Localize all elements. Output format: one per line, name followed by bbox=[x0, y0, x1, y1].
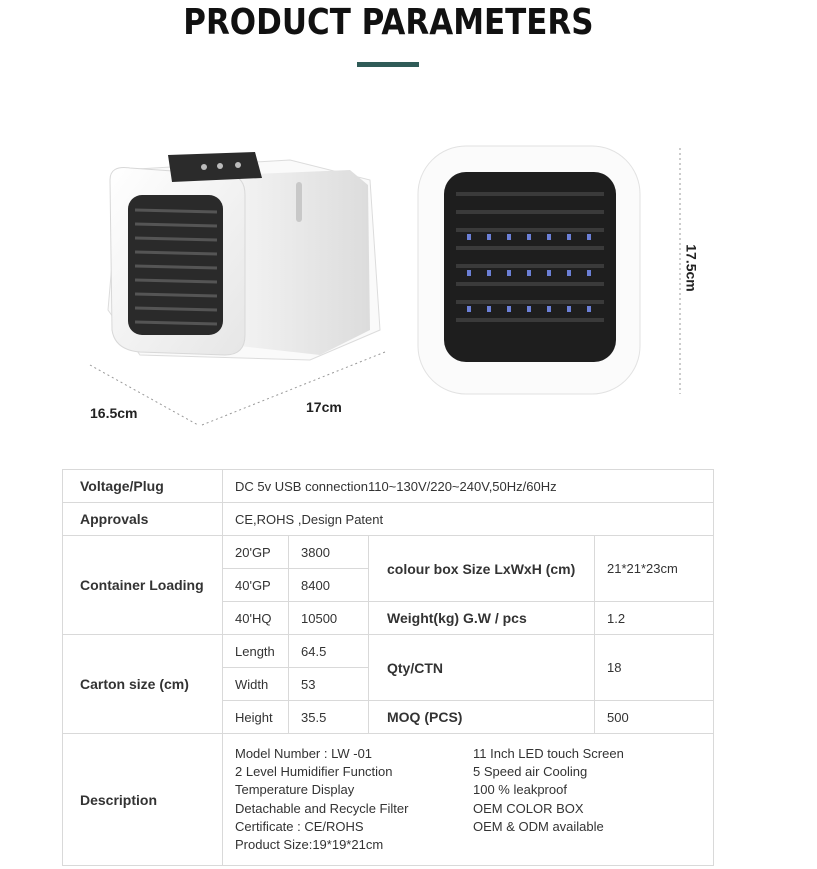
table-row bbox=[63, 503, 714, 536]
carton-dim-value: 64.5 bbox=[289, 635, 369, 668]
approvals-label: Approvals bbox=[63, 503, 223, 536]
colour-box-value: 21*21*23cm bbox=[595, 536, 714, 602]
description-features-right bbox=[473, 745, 624, 854]
carton-dim-name: Width bbox=[223, 668, 289, 701]
table-row bbox=[63, 734, 714, 866]
dimension-height: 17.5cm bbox=[683, 244, 700, 292]
table-row bbox=[63, 536, 714, 569]
feature-line: OEM & ODM available bbox=[473, 818, 604, 834]
container-qty: 3800 bbox=[289, 536, 369, 569]
description-label: Description bbox=[63, 734, 223, 866]
feature-line: 2 Level Humidifier Function bbox=[235, 764, 393, 780]
voltage-label: Voltage/Plug bbox=[63, 470, 223, 503]
description-features-left bbox=[235, 745, 473, 854]
feature-line: Model Number : LW -01 bbox=[235, 745, 373, 761]
product-image-front bbox=[412, 140, 702, 400]
container-qty: 8400 bbox=[289, 569, 369, 602]
weight-value: 1.2 bbox=[595, 602, 714, 635]
feature-line: 11 Inch LED touch Screen bbox=[473, 745, 624, 761]
qty-ctn-value: 18 bbox=[595, 635, 714, 701]
feature-line: Detachable and Recycle Filter bbox=[235, 800, 409, 816]
weight-label: Weight(kg) G.W / pcs bbox=[369, 602, 595, 635]
voltage-value: DC 5v USB connection110~130V/220~240V,50Hz/60Hz bbox=[223, 470, 714, 503]
dimension-width: 17cm bbox=[306, 399, 342, 415]
feature-line: Certificate : CE/ROHS bbox=[235, 818, 364, 834]
moq-label: MOQ (PCS) bbox=[369, 701, 595, 734]
carton-dim-name: Height bbox=[223, 701, 289, 734]
colour-box-label: colour box Size LxWxH (cm) bbox=[369, 536, 595, 602]
container-type: 40'GP bbox=[223, 569, 289, 602]
container-qty: 10500 bbox=[289, 602, 369, 635]
feature-line: 5 Speed air Cooling bbox=[473, 764, 588, 780]
carton-dim-value: 53 bbox=[289, 668, 369, 701]
table-row bbox=[63, 470, 714, 503]
approvals-value: CE,ROHS ,Design Patent bbox=[223, 503, 714, 536]
feature-line: OEM COLOR BOX bbox=[473, 800, 584, 816]
carton-dim-name: Length bbox=[223, 635, 289, 668]
title-underline bbox=[357, 62, 419, 67]
table-row bbox=[63, 635, 714, 668]
container-label: Container Loading bbox=[63, 536, 223, 635]
dimension-depth: 16.5cm bbox=[90, 405, 138, 421]
qty-ctn-label: Qty/CTN bbox=[369, 635, 595, 701]
container-type: 20'GP bbox=[223, 536, 289, 569]
description-cell bbox=[223, 734, 714, 866]
product-image-angled bbox=[80, 140, 400, 430]
feature-line: Product Size:19*19*21cm bbox=[235, 836, 384, 852]
page-title: PRODUCT PARAMETERS bbox=[183, 2, 594, 43]
container-type: 40'HQ bbox=[223, 602, 289, 635]
feature-line: Temperature Display bbox=[235, 782, 355, 798]
moq-value: 500 bbox=[595, 701, 714, 734]
feature-line: 100 % leakproof bbox=[473, 782, 567, 798]
carton-label: Carton size (cm) bbox=[63, 635, 223, 734]
carton-dim-value: 35.5 bbox=[289, 701, 369, 734]
spec-table bbox=[62, 469, 714, 866]
